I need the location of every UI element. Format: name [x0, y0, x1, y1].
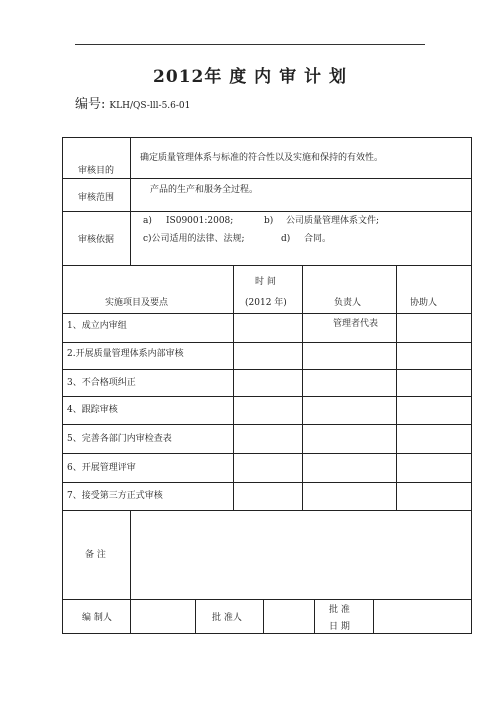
- approve-date-label-2: 日 期: [329, 622, 350, 632]
- header-time: 时 间: [255, 277, 276, 287]
- header-assist: 协助人: [410, 298, 438, 308]
- scope-text: 产品的生产和服务全过程。: [150, 185, 259, 195]
- compiler-label: 编 制人: [82, 613, 112, 623]
- item-label: 1、成立内审组: [67, 321, 127, 331]
- basis-c-text: c)公司适用的法律、法规;: [143, 234, 245, 244]
- basis-d-marker: d): [281, 234, 291, 244]
- basis-a-text: IS09001:2008;: [166, 216, 234, 226]
- item-label: 5、完善各部门内审检查表: [67, 434, 172, 444]
- header-owner: 负责人: [334, 298, 362, 308]
- approve-date-label: 批 准: [329, 605, 350, 615]
- item-label: 3、不合格项纠正: [67, 378, 136, 388]
- purpose-label: 审核目的: [78, 166, 115, 176]
- approver-label: 批 准人: [212, 613, 242, 623]
- top-rule: [75, 44, 425, 45]
- basis-label: 审核依据: [78, 235, 115, 245]
- item-owner: 管理者代表: [333, 319, 379, 329]
- document-code: [75, 93, 190, 112]
- item-label: 4、跟踪审核: [67, 405, 118, 415]
- code-label: 编号:: [75, 97, 106, 112]
- code-value: KLH/QS-lll-5.6-01: [109, 101, 191, 111]
- document-title: 2012年 度 内 审 计 划: [153, 67, 347, 87]
- remarks-label: 备 注: [85, 550, 106, 560]
- basis-b-marker: b): [264, 216, 274, 226]
- header-items: 实施项目及要点: [105, 298, 169, 308]
- item-label: 6、开展管理评审: [67, 463, 136, 473]
- item-label: 2.开展质量管理体系内部审核: [67, 349, 184, 359]
- purpose-text: 确定质量管理体系与标准的符合性以及实施和保持的有效性。: [140, 153, 384, 163]
- basis-d-text: 合同。: [304, 234, 332, 244]
- item-label: 7、接受第三方正式审核: [67, 491, 163, 501]
- basis-a-marker: a): [143, 216, 152, 226]
- basis-b-text: 公司质量管理体系文件;: [286, 216, 380, 226]
- header-time-year: (2012 年): [245, 298, 287, 308]
- scope-label: 审核范围: [78, 193, 115, 203]
